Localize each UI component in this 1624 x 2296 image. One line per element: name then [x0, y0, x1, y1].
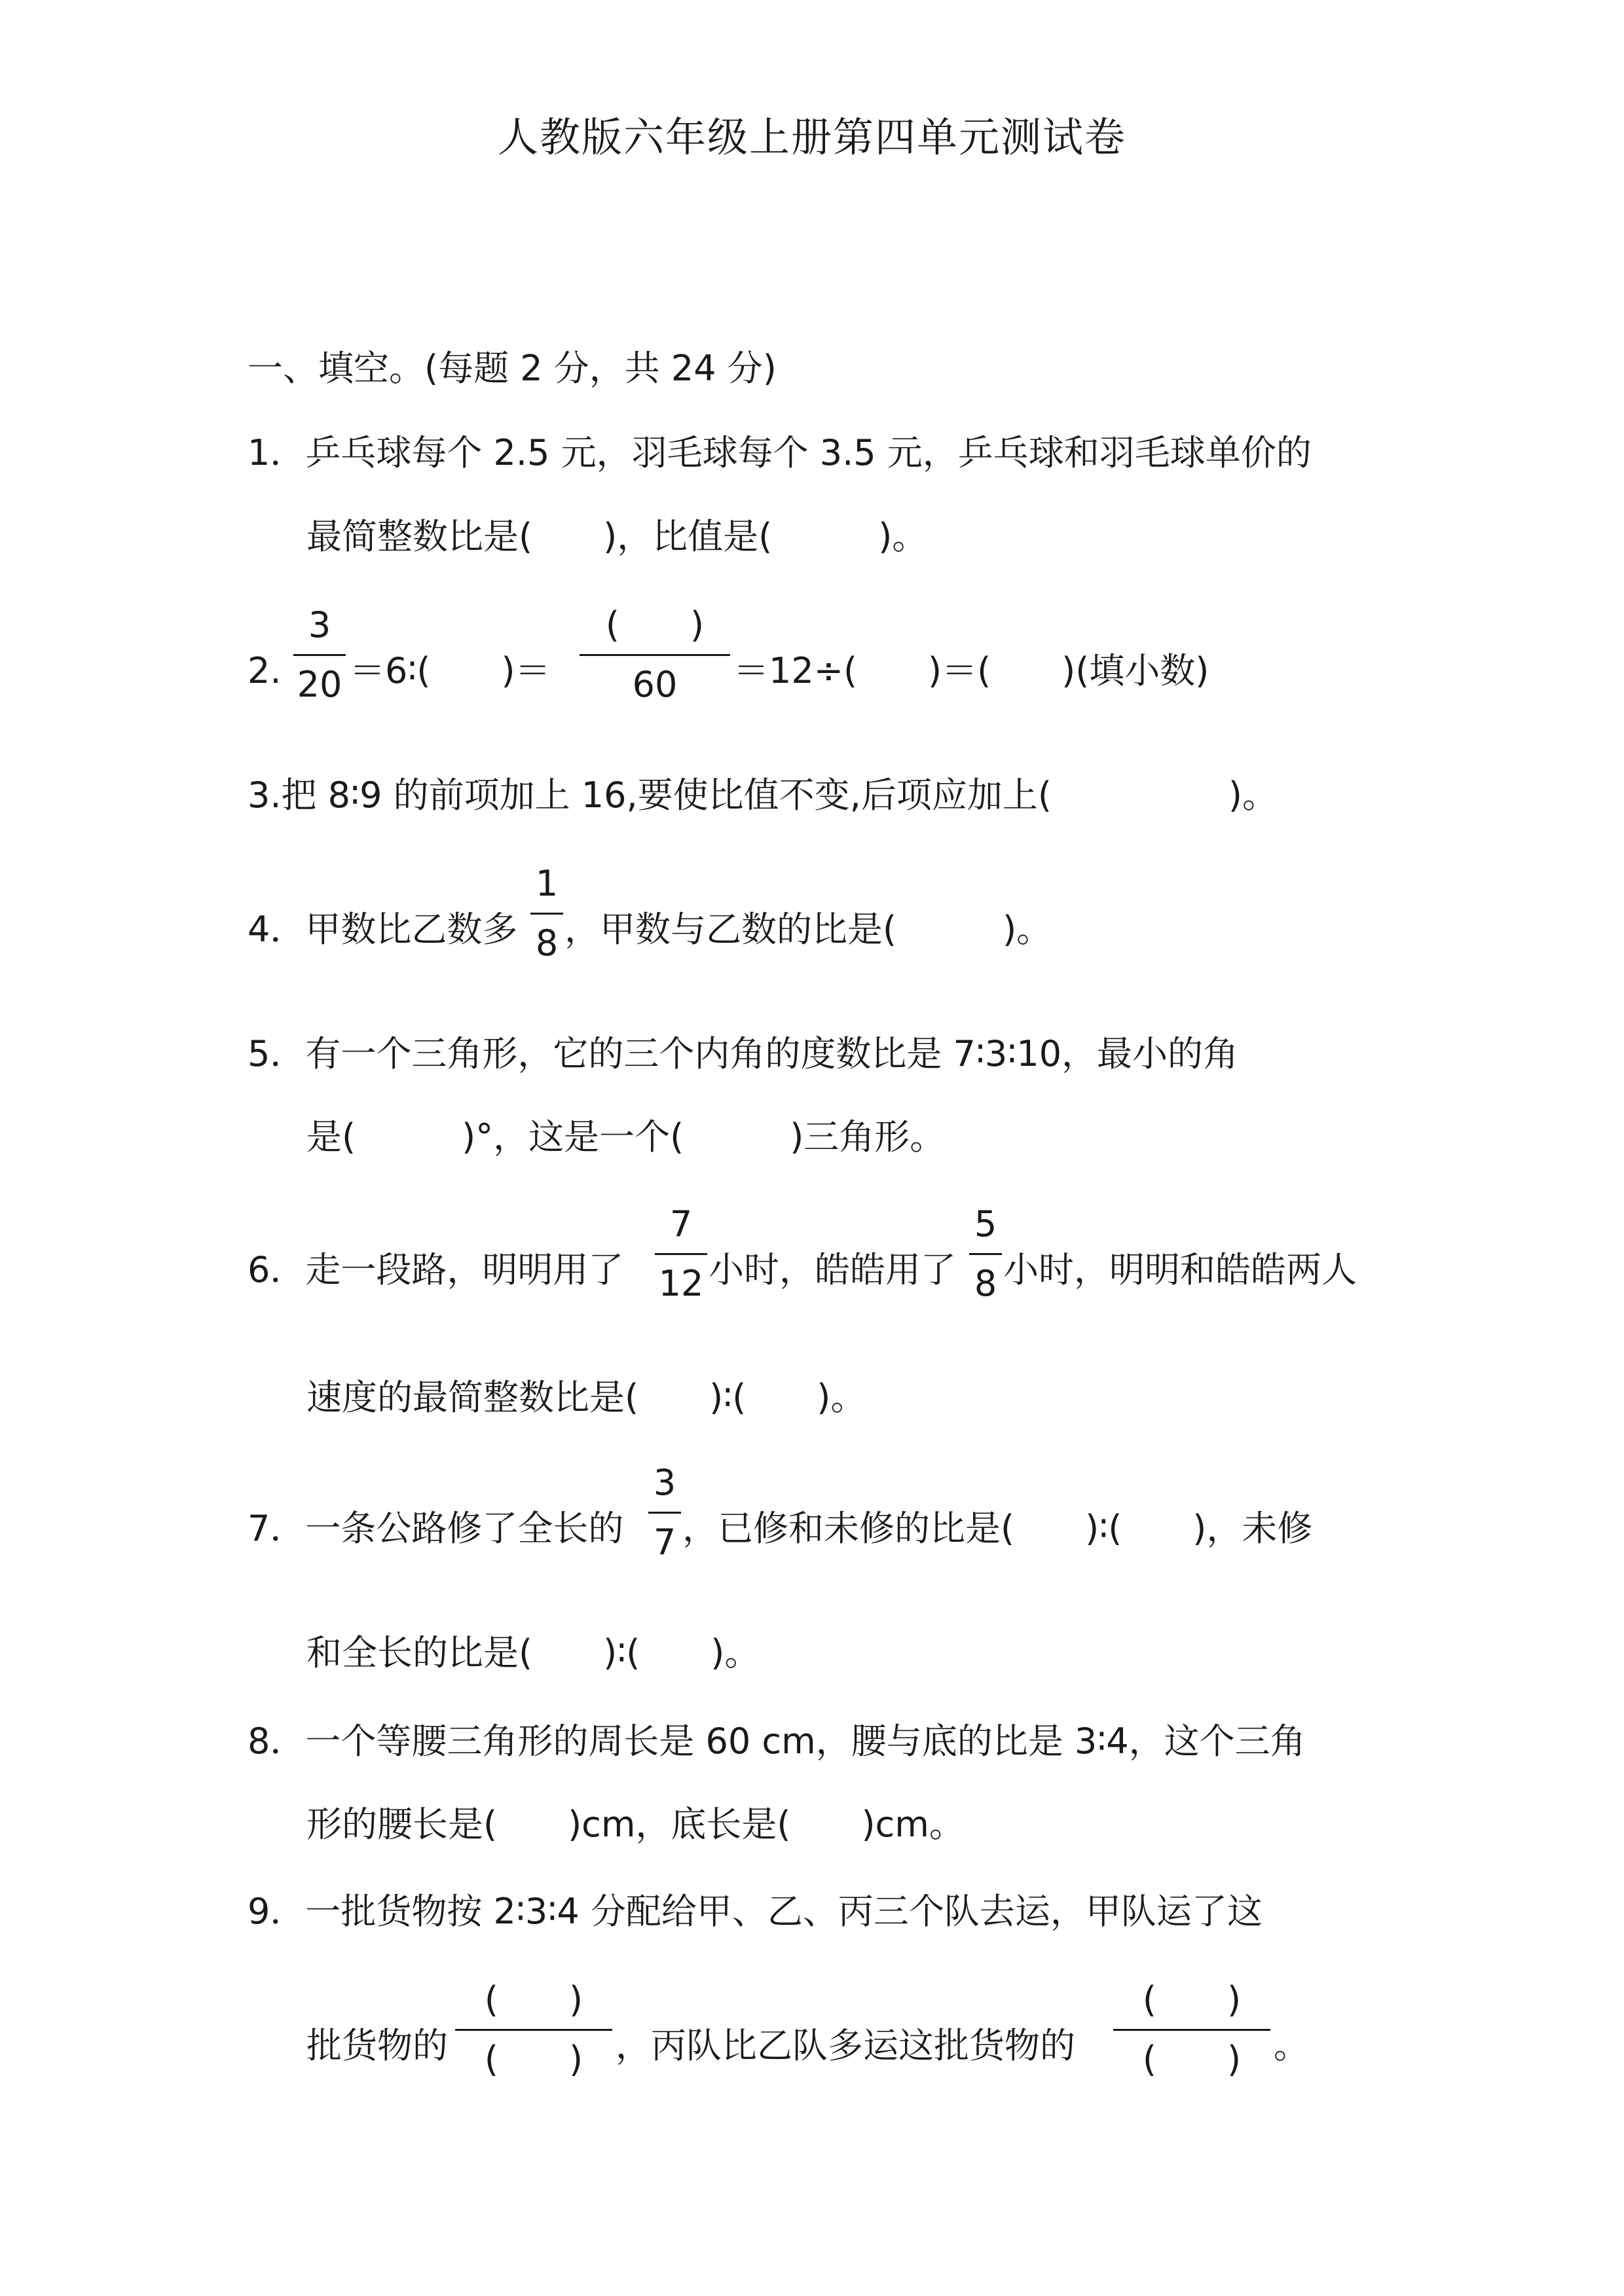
question-6-prefix: 6．走一段路，明明用了 — [248, 1249, 624, 1290]
question-9-suffix: 。 — [1274, 2025, 1309, 2066]
fraction-numerator: ( ) — [1142, 1979, 1242, 2020]
question-5-line-2: 是( )°，这是一个( )三角形。 — [306, 1116, 946, 1157]
fraction-numerator: ( ) — [605, 604, 705, 646]
fraction-bar — [530, 913, 563, 915]
fraction-blank-blank — [455, 1980, 612, 2079]
fraction-3-20 — [293, 606, 346, 704]
question-2-middle-1: ＝6∶( )＝ — [350, 650, 551, 691]
question-8-line-2: 形的腰长是( )cm，底长是( )cm。 — [306, 1804, 965, 1845]
question-6-middle: 小时，皓皓用了 — [709, 1249, 956, 1290]
fraction-bar — [1113, 2029, 1270, 2031]
question-7-line-2: 和全长的比是( )∶( )。 — [306, 1632, 760, 1673]
question-6-line-2: 速度的最简整数比是( )∶( )。 — [306, 1377, 866, 1418]
fraction-3-7 — [648, 1463, 681, 1562]
fraction-numerator: 7 — [669, 1203, 693, 1245]
fraction-denominator: 12 — [658, 1263, 704, 1304]
fraction-denominator: 60 — [632, 664, 678, 705]
fraction-denominator: ( ) — [484, 2039, 583, 2080]
question-1-line-2: 最简整数比是( )，比值是( )。 — [306, 516, 928, 557]
question-2-middle-2: ＝12÷( )＝( )(填小数) — [733, 650, 1209, 691]
question-9-middle: ，丙队比乙队多运这批货物的 — [616, 2025, 1075, 2066]
page-title: 人教版六年级上册第四单元测试卷 — [497, 113, 1126, 161]
fraction-denominator: 8 — [974, 1263, 997, 1304]
fraction-blank-blank-2 — [1113, 1980, 1270, 2079]
fraction-numerator: 3 — [653, 1462, 676, 1503]
fraction-denominator: 20 — [297, 664, 342, 705]
question-9-line-1: 9．一批货物按 2∶3∶4 分配给甲、乙、丙三个队去运，甲队运了这 — [248, 1891, 1263, 1932]
fraction-denominator: 8 — [535, 922, 559, 964]
fraction-blank-60 — [580, 606, 730, 704]
question-2-number: 2. — [248, 650, 282, 691]
section-heading: 一、填空。(每题 2 分，共 24 分) — [248, 348, 777, 389]
fraction-bar — [655, 1253, 707, 1255]
fraction-1-8 — [530, 864, 563, 963]
fraction-denominator: ( ) — [1142, 2039, 1242, 2080]
fraction-7-12 — [655, 1205, 707, 1303]
fraction-numerator: 3 — [308, 604, 331, 646]
fraction-bar — [580, 654, 730, 656]
question-7-prefix: 7．一条公路修了全长的 — [248, 1508, 624, 1549]
fraction-numerator: 1 — [535, 863, 559, 904]
question-5-line-1: 5．有一个三角形，它的三个内角的度数比是 7∶3∶10，最小的角 — [248, 1033, 1239, 1074]
fraction-bar — [455, 2029, 612, 2031]
fraction-numerator: 5 — [974, 1203, 997, 1245]
question-4-prefix: 4．甲数比乙数多 — [248, 909, 518, 950]
fraction-bar — [293, 654, 346, 656]
question-4-suffix: ，甲数与乙数的比是( )。 — [564, 909, 1052, 950]
fraction-5-8 — [969, 1205, 1002, 1303]
question-8-line-1: 8．一个等腰三角形的周长是 60 cm，腰与底的比是 3∶4，这个三角 — [248, 1721, 1306, 1762]
question-6-suffix: 小时，明明和皓皓两人 — [1003, 1249, 1357, 1290]
question-7-suffix: ，已修和未修的比是( )∶( )，未修 — [682, 1508, 1313, 1549]
question-9-prefix: 批货物的 — [306, 2025, 448, 2066]
fraction-bar — [648, 1512, 681, 1514]
question-3: 3.把 8∶9 的前项加上 16,要使比值不变,后项应加上( )。 — [248, 774, 1278, 816]
fraction-numerator: ( ) — [484, 1979, 583, 2020]
fraction-denominator: 7 — [653, 1522, 676, 1563]
question-1-line-1: 1．乒乓球每个 2.5 元，羽毛球每个 3.5 元，乒乓球和羽毛球单价的 — [248, 432, 1312, 473]
fraction-bar — [969, 1253, 1002, 1255]
